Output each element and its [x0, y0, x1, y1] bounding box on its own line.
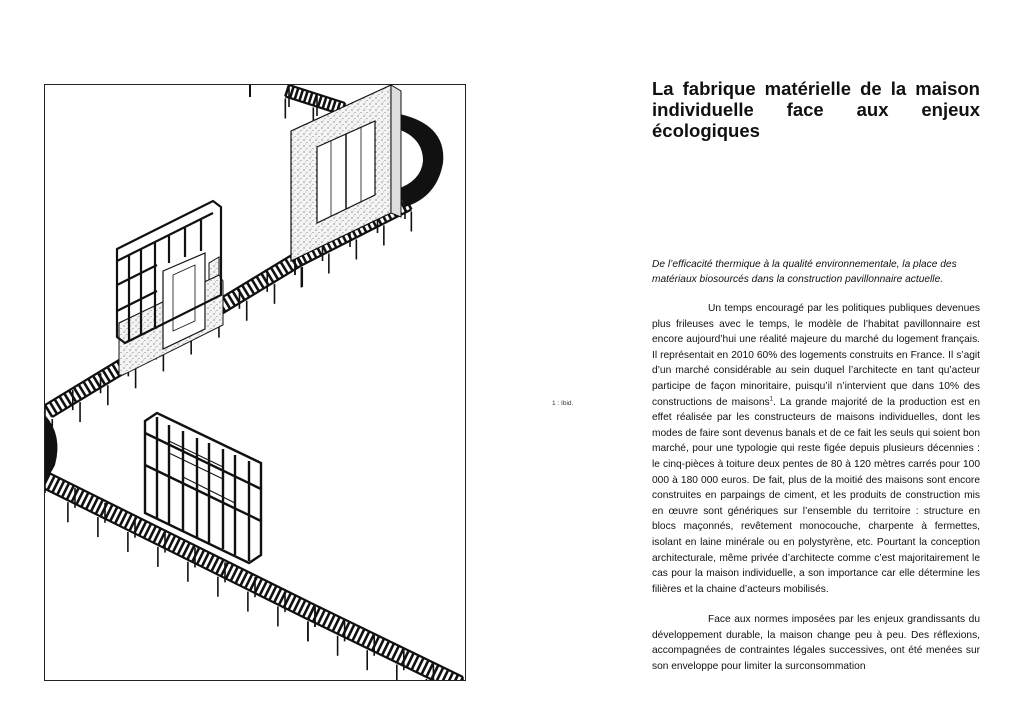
article-body	[652, 301, 980, 690]
article-title: La fabrique matérielle de la maison individuelle face aux enjeux écologiques	[652, 78, 980, 141]
upper-conveyor	[45, 197, 411, 439]
margin-footnote: 1 : Ibid.	[552, 400, 574, 407]
paragraph-2: Face aux normes imposées par les enjeux grandissants du développement durable, la maison change peu à peu. Des réflexions, accompagnées de contraintes légales successives, ont été menées sur son enveloppe pour limiter la surconsommation	[652, 614, 980, 673]
article-subtitle: De l’efficacité thermique à la qualité environnementale, la place des matériaux biosourcés dans la construction pavillonnaire actuelle.	[652, 259, 957, 285]
isometric-drawing	[45, 85, 466, 681]
top-left-post	[249, 85, 251, 97]
framed-wall-panel	[117, 201, 223, 375]
belt-curve-left	[45, 415, 57, 479]
footnote-reference[interactable]: 1	[769, 396, 773, 403]
paragraph-1-part-b: . La grande majorité de la production est en effet réalisée par les constructeurs de maisons individuelles, dont les modes de faire sont devenus banals et de ce fait les seuls qui soient bon marché, pour une typologie qui reste figée depuis plusieurs décennies : le cinq-pièces à toiture deux pentes de 80 à 120 mètres carrés pour 100 000 à 180 000 euros. De fait, plus de la moitié des maisons sont encore construites en parpaings de ciment, et les produits de construction mis en œuvre sont génériques sur l’ensemble du territoire : structure en blocs maçonnés, revêtement monocouche, charpente à fermettes, isolant en laine minérale ou en polystyrène, etc. Pourtant la conception architecturale, même privée d’architecte comme c’est majoritairement le cas pour la maison individuelle, a son importance car elle détermine les filières et la chaine d’acteurs mobilisés.	[652, 396, 980, 595]
assembly-line-illustration	[44, 84, 466, 681]
paragraph-1-part-a: Un temps encouragé par les politiques publiques devenues plus frileuses avec le temps, le modèle de l’habitat pavillonnaire est encore aujourd’hui une réalité majeure du marché du logement français. Il représentait en 2010 60% des logements construits en France. Il s’agit d’un marché considérable au sein duquel l’architecte en tant qu’acteur participe de façon minoritaire, puisqu’il n’intervient que dans 10% des constructions de maisons	[652, 303, 980, 408]
timber-frame-panel	[145, 413, 261, 563]
paragraph-1	[652, 301, 980, 597]
lower-conveyor	[45, 471, 463, 681]
